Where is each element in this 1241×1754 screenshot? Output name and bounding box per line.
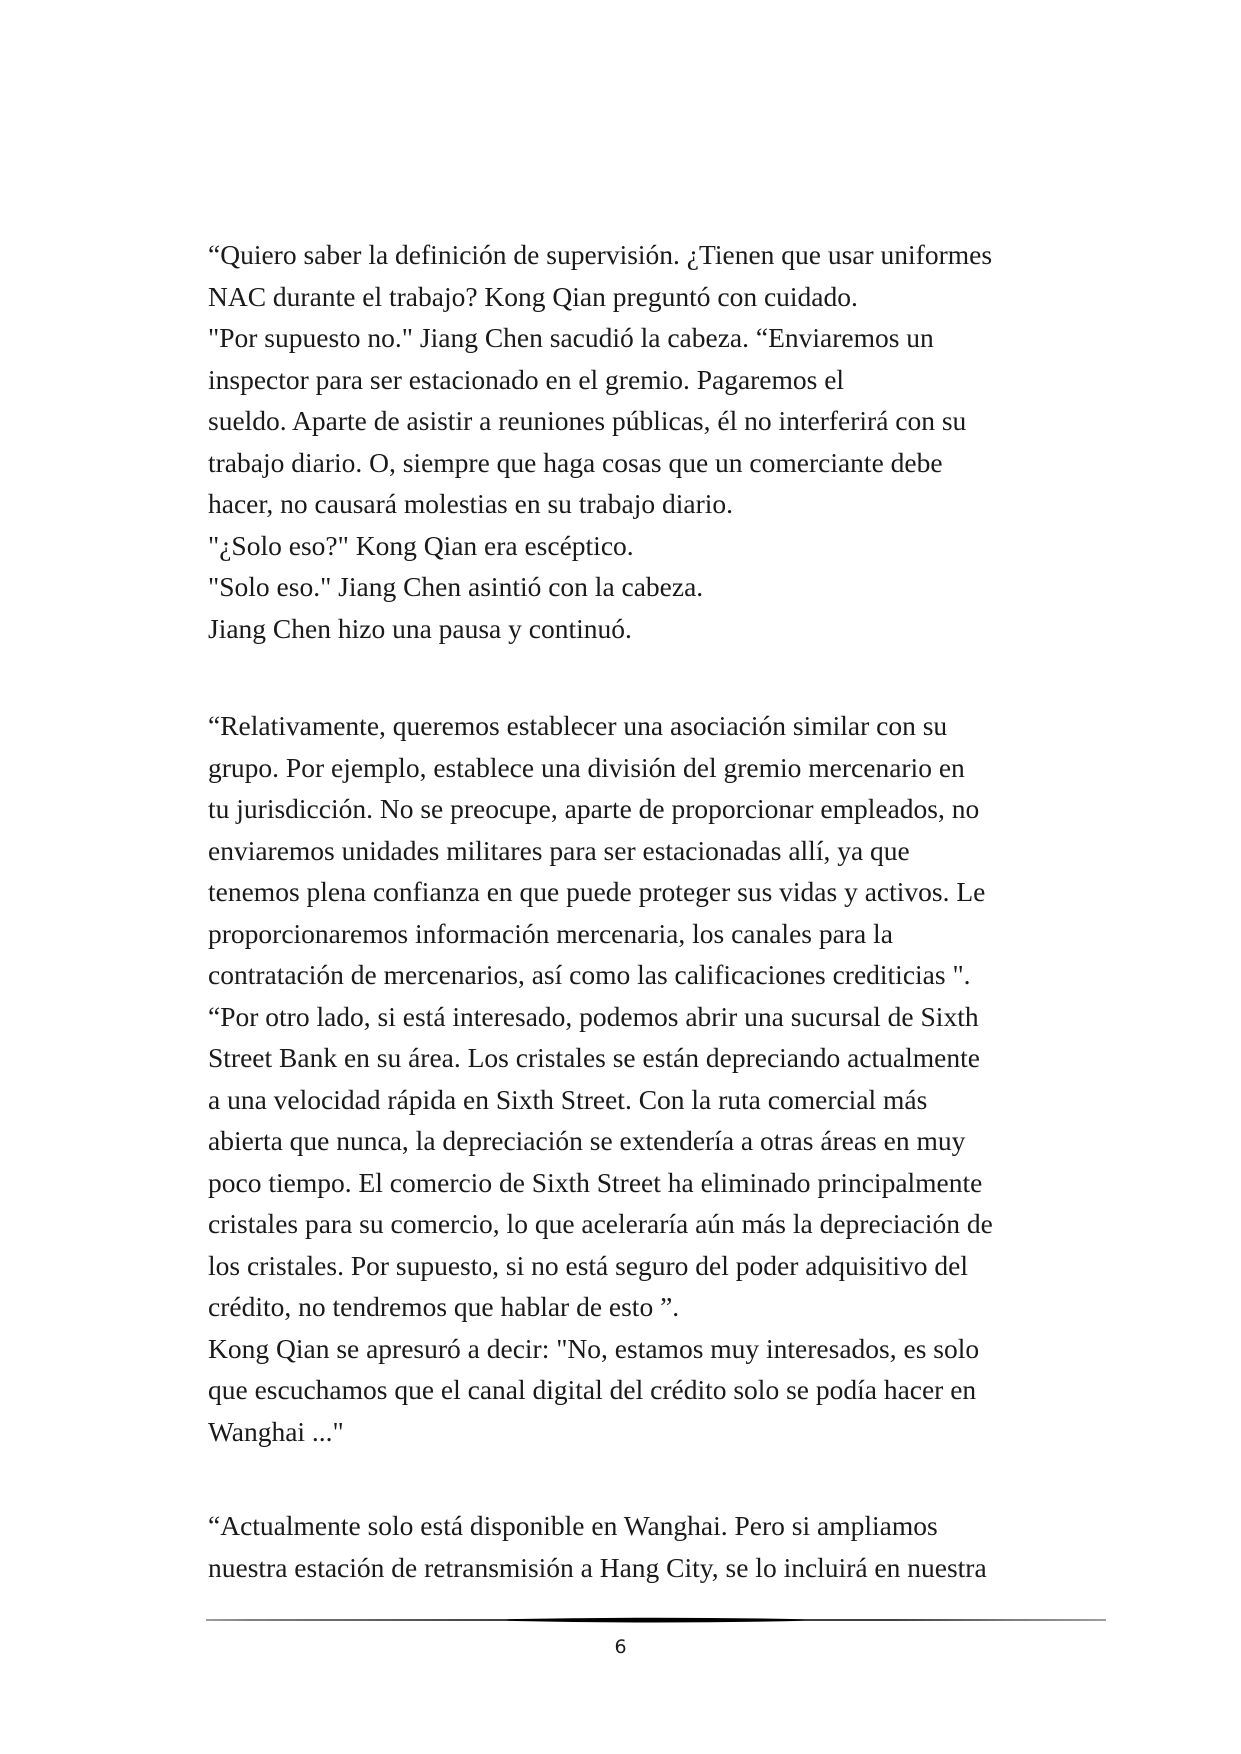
text-line: Wanghai ..."	[208, 1415, 344, 1447]
text-line: poco tiempo. El comercio de Sixth Street ha eliminado principalmente	[208, 1166, 983, 1198]
text-line: inspector para ser estacionado en el gremio. Pagaremos el	[208, 363, 845, 395]
text-line: "Por supuesto no." Jiang Chen sacudió la cabeza. “Enviaremos un	[208, 322, 934, 353]
text-line: que escuchamos que el canal digital del crédito solo se podía hacer en	[208, 1374, 977, 1405]
text-line: Street Bank en su área. Los cristales se están depreciando actualmente	[208, 1042, 980, 1073]
text-line: a una velocidad rápida en Sixth Street. Con la ruta comercial más	[208, 1083, 928, 1115]
text-line: los cristales. Por supuesto, si no está seguro del poder adquisitivo del	[208, 1249, 968, 1281]
text-line: trabajo diario. O, siempre que haga cosas que un comerciante debe	[208, 446, 943, 478]
text-line: sueldo. Aparte de asistir a reuniones públicas, él no interferirá con su	[208, 405, 967, 436]
text-line: contratación de mercenarios, así como las calificaciones crediticias ".	[208, 959, 971, 990]
paragraph-block-1	[208, 234, 1088, 649]
text-line: enviaremos unidades militares para ser estacionadas allí, ya que	[208, 834, 910, 866]
text-line: “Relativamente, queremos establecer una asociación similar con su	[208, 710, 948, 741]
paragraph-block-3	[208, 1505, 1088, 1588]
footer-rule	[206, 1615, 1106, 1625]
text-line: NAC durante el trabajo? Kong Qian preguntó con cuidado.	[208, 280, 858, 312]
text-line: proporcionaremos información mercenaria, los canales para la	[208, 917, 893, 949]
text-line: "Solo eso." Jiang Chen asintió con la cabeza.	[208, 571, 704, 602]
text-line: "¿Solo eso?" Kong Qian era escéptico.	[208, 529, 634, 561]
text-line: Jiang Chen hizo una pausa y continuó.	[208, 612, 632, 644]
text-line: tu jurisdicción. No se preocupe, aparte de proporcionar empleados, no	[208, 793, 980, 824]
text-line: “Quiero saber la definición de supervisión. ¿Tienen que usar uniformes	[208, 239, 993, 270]
text-line: Kong Qian se apresuró a decir: "No, estamos muy interesados, es solo	[208, 1332, 980, 1364]
text-line: grupo. Por ejemplo, establece una división del gremio mercenario en	[208, 751, 965, 783]
text-line: cristales para su comercio, lo que aceleraría aún más la depreciación de	[208, 1208, 993, 1239]
text-line: crédito, no tendremos que hablar de esto ”.	[208, 1291, 680, 1322]
text-line: abierta que nunca, la depreciación se extendería a otras áreas en muy	[208, 1125, 966, 1156]
text-line: tenemos plena confianza en que puede proteger sus vidas y activos. Le	[208, 876, 986, 907]
text-line: nuestra estación de retransmisión a Hang City, se lo incluirá en nuestra	[208, 1551, 987, 1583]
paragraph-block-2	[208, 705, 1088, 1452]
text-line: hacer, no causará molestias en su trabajo diario.	[208, 488, 734, 519]
text-line: “Actualmente solo está disponible en Wanghai. Pero si ampliamos	[208, 1510, 938, 1541]
page-number: 6	[614, 1636, 627, 1658]
text-line: “Por otro lado, si está interesado, podemos abrir una sucursal de Sixth	[208, 1000, 979, 1032]
